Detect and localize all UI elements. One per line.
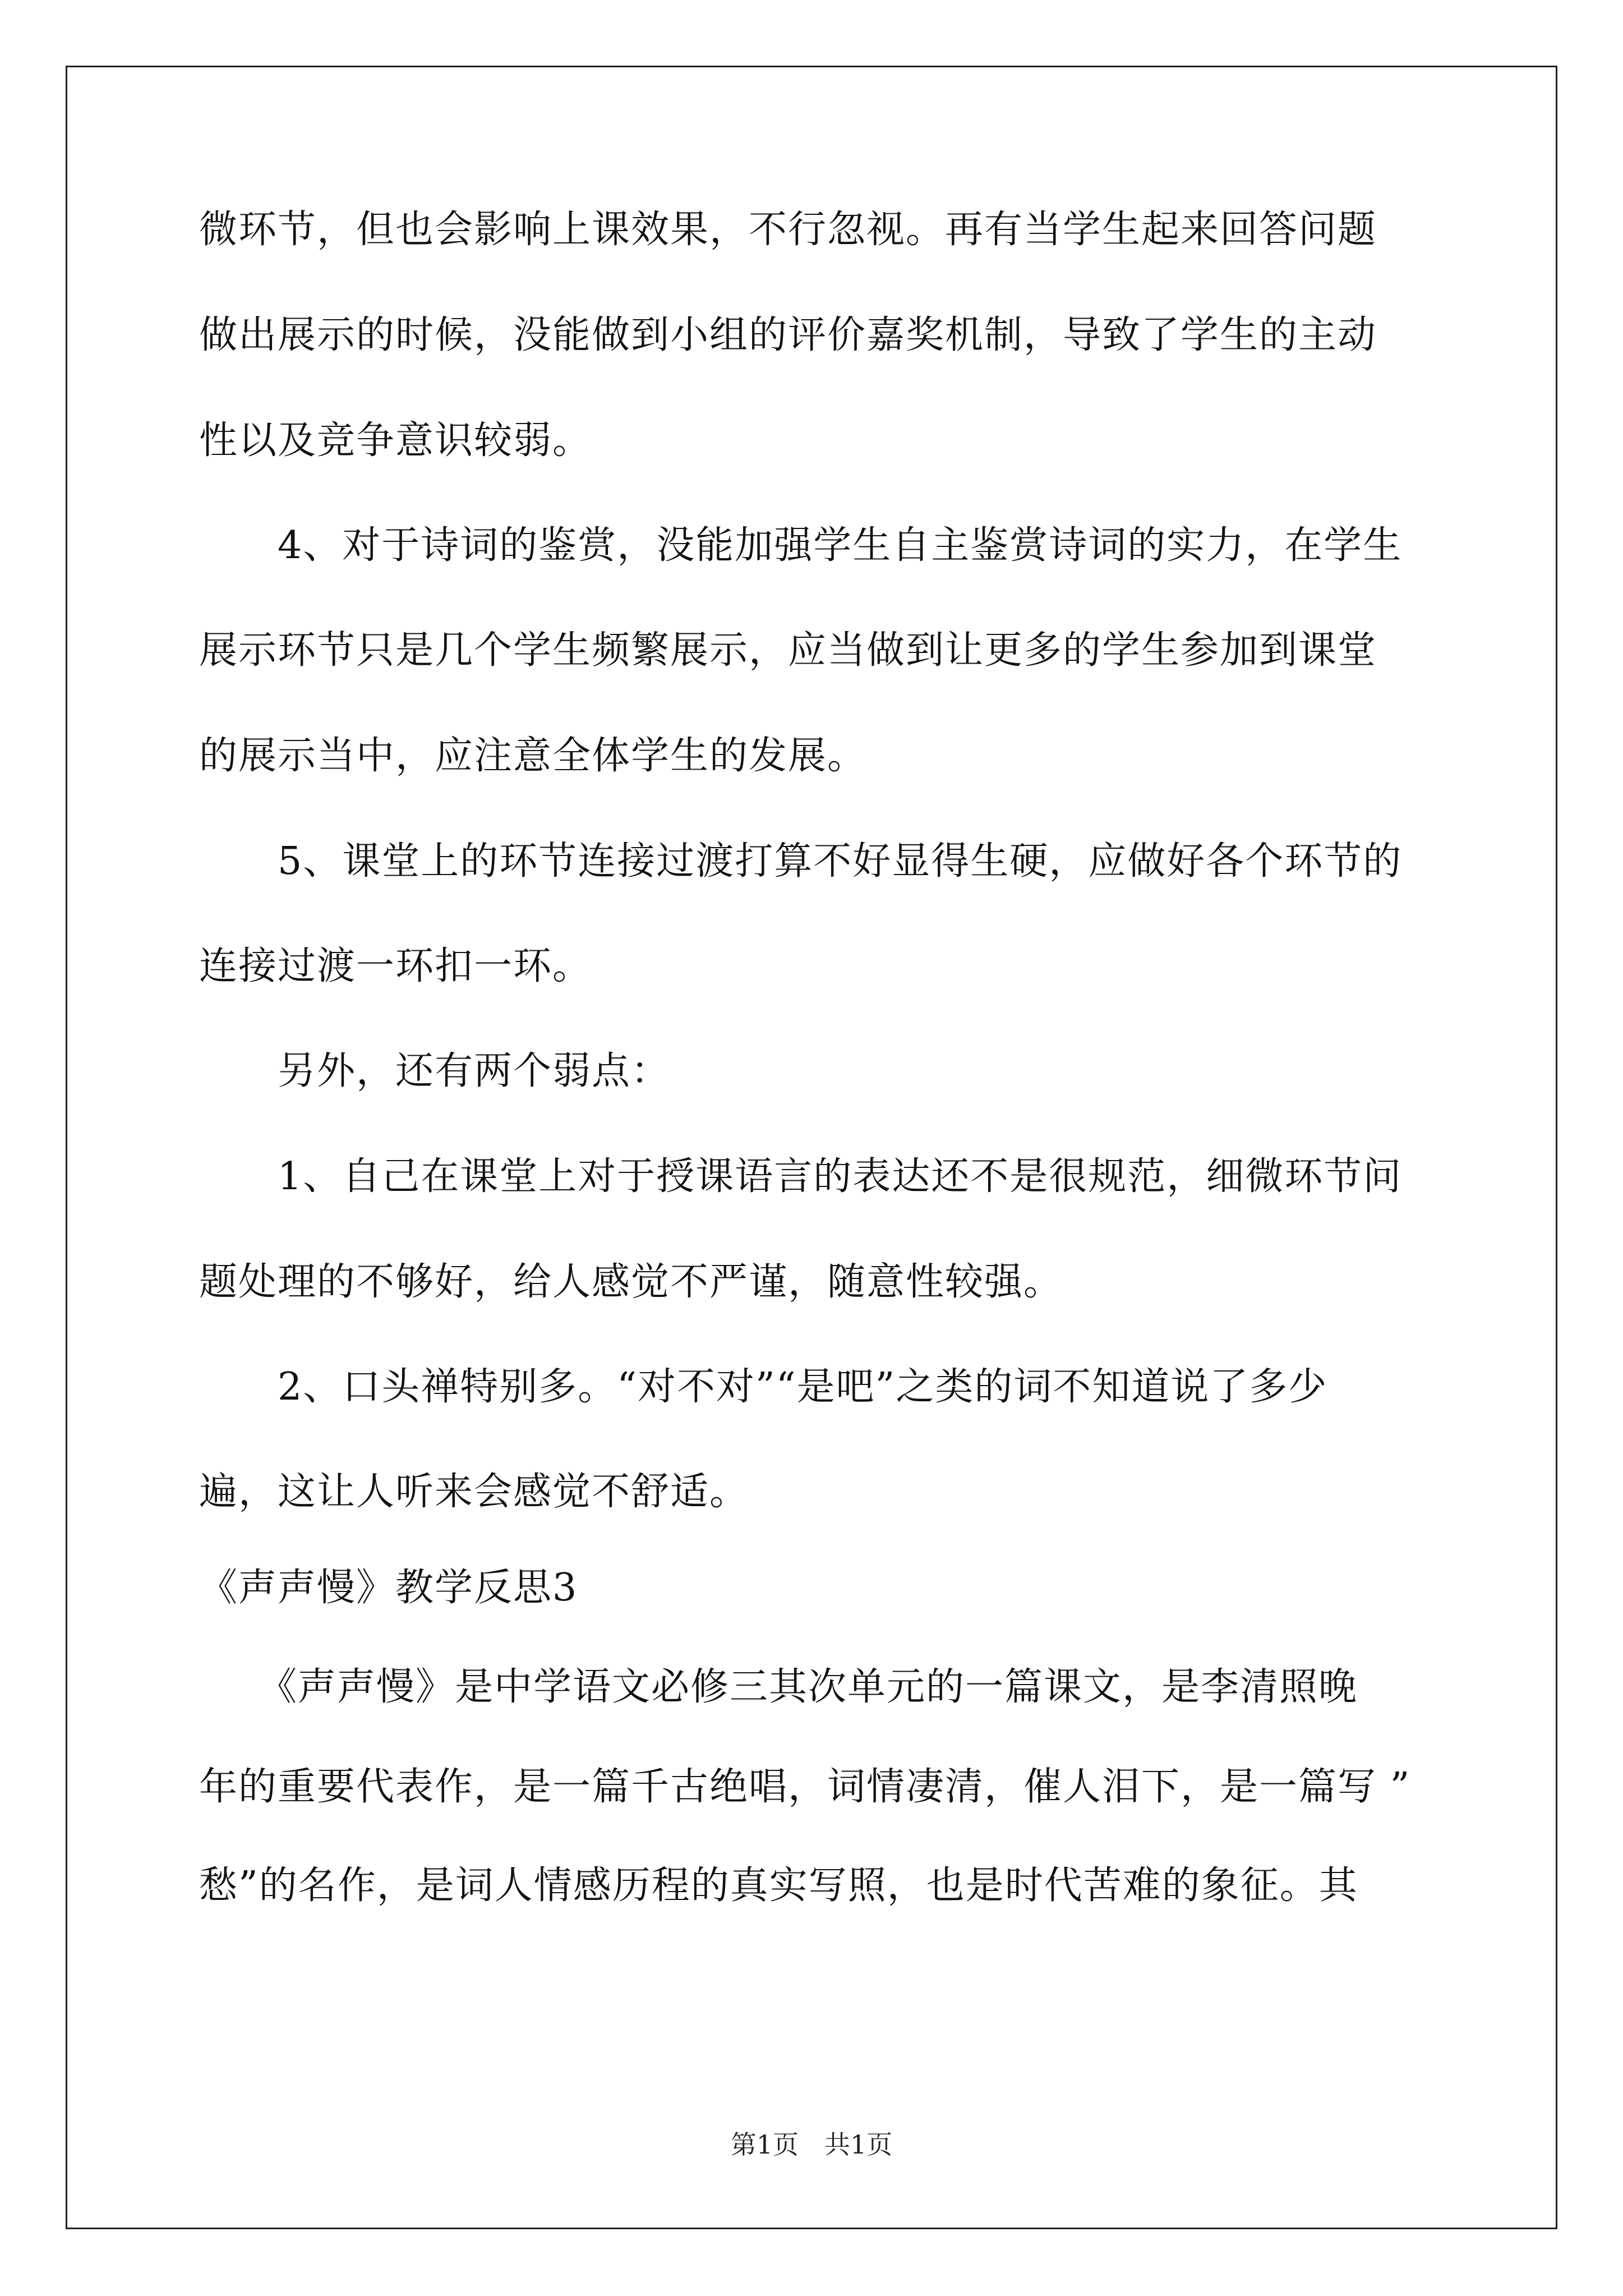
- text-line: 性以及竞争意识较弱。: [199, 418, 592, 463]
- text-line: 年的重要代表作，是一篇千古绝唱，词情凄清，催人泪下，是一篇写 ”: [199, 1765, 1411, 1809]
- text-line: 2、口头禅特别多。“对不对”“是吧”之类的词不知道说了多少: [199, 1365, 1328, 1409]
- text-line: 的展示当中，应注意全体学生的发展。: [199, 734, 867, 778]
- text-line: 5、课堂上的环节连接过渡打算不好显得生硬，应做好各个环节的: [199, 839, 1403, 884]
- text-line: 愁”的名作，是词人情感历程的真实写照，也是时代苦难的象征。其: [199, 1864, 1358, 1908]
- page-footer: 第1页 共1页: [730, 2129, 893, 2160]
- text-line: 展示环节只是几个学生频繁展示，应当做到让更多的学生参加到课堂: [199, 628, 1377, 673]
- text-line: 遍，这让人听来会感觉不舒适。: [199, 1470, 749, 1514]
- text-line: 微环节，但也会影响上课效果，不行忽视。再有当学生起来回答问题: [199, 208, 1377, 252]
- text-line: 另外，还有两个弱点：: [199, 1049, 671, 1093]
- text-line: 题处理的不够好，给人感觉不严谨，随意性较强。: [199, 1260, 1063, 1304]
- text-line: 1、自己在课堂上对于授课语言的表达还不是很规范，细微环节问: [199, 1154, 1403, 1199]
- section-heading: 《声声慢》教学反思3: [199, 1566, 578, 1610]
- text-line: 做出展示的时候，没能做到小组的评价嘉奖机制，导致了学生的主动: [199, 313, 1377, 357]
- text-line: 连接过渡一环扣一环。: [199, 944, 592, 988]
- text-line: 《声声慢》是中学语文必修三其次单元的一篇课文，是李清照晚: [199, 1665, 1358, 1709]
- text-line: 4、对于诗词的鉴赏，没能加强学生自主鉴赏诗词的实力，在学生: [199, 523, 1403, 568]
